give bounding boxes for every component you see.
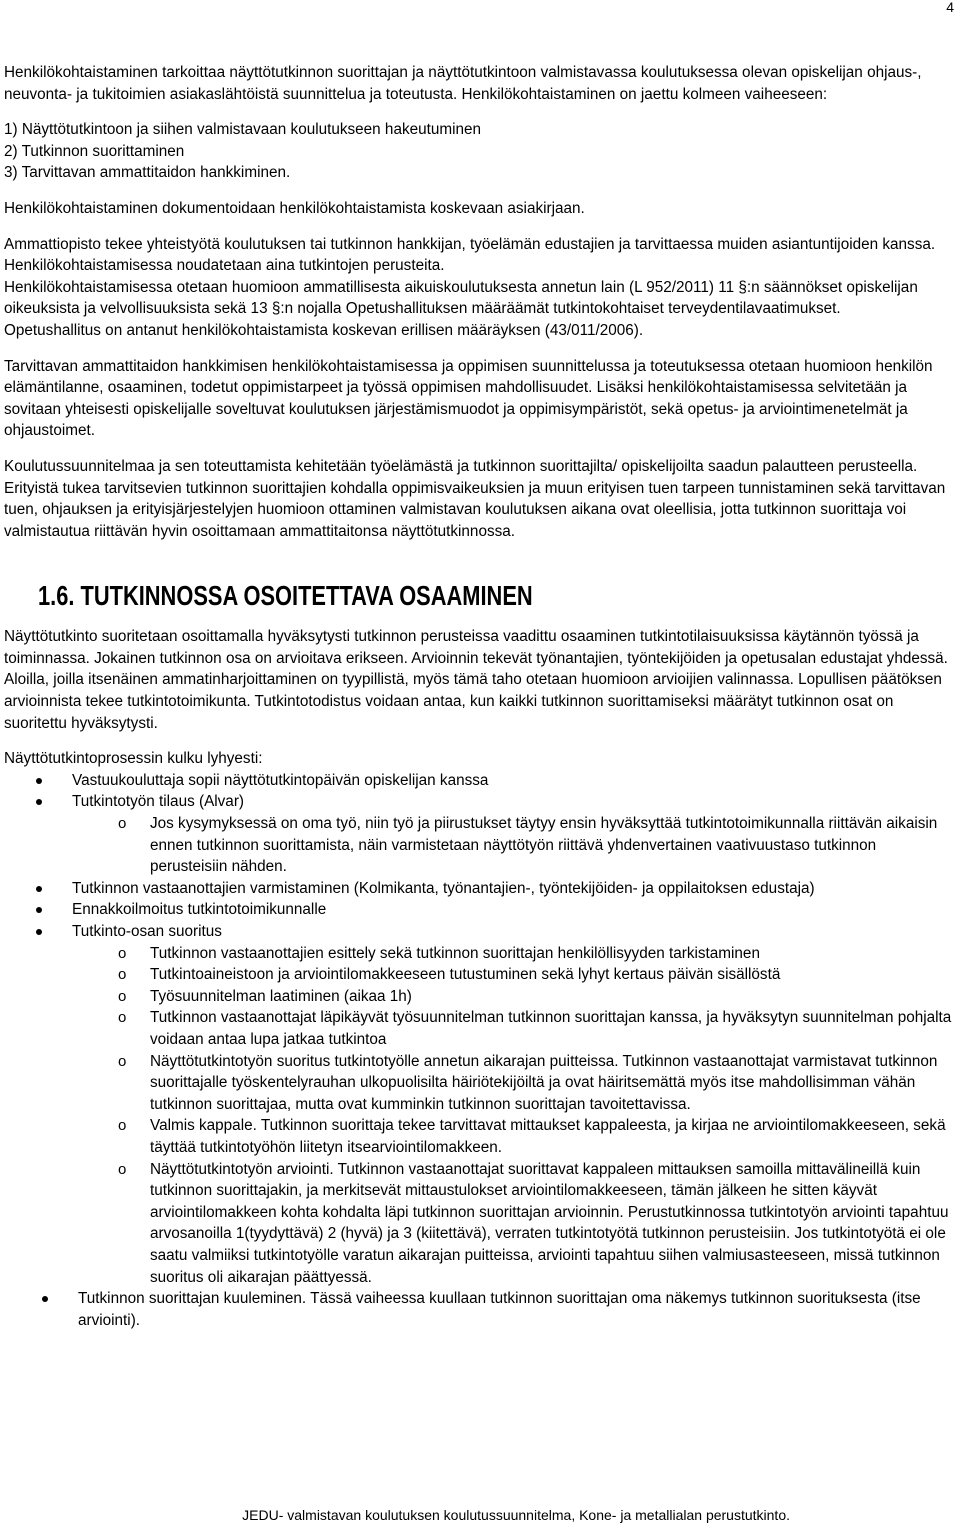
bullet-icon	[36, 929, 42, 935]
phase-item: 2) Tutkinnon suorittaminen	[4, 142, 185, 160]
sub-item: o Jos kysymyksessä on oma työ, niin työ ja piirustukset täytyy ensin hyväksyttää tutkintotoimikunnalla riittävän aikaisin ennen tutkinnon suorittamista, näin varmistetaan näyttötyön riittävä yhdenvertainen vaativuustaso tutkinnon perusteisiin nähden.	[118, 815, 938, 876]
circle-bullet-icon: o	[118, 1160, 127, 1178]
document-body	[4, 62, 952, 1331]
paragraph-skills: Tarvittavan ammattitaidon hankkimisen henkilökohtaistamisessa ja oppimisen suunnittelussa ja toteutuksessa otetaan huomioon henkilön elämäntilanne, osaaminen, todetut oppimistarpeet ja työssä oppimisen mahdollisuudet. Lisäksi henkilökohtaistamisessa selvitetään ja sovitaan yhteisesti opiskelijalle soveltuvat koulutuksen järjestämismuodot ja oppimisympäristöt, sekä opetus- ja arviointimenetelmät ja ohjaustoimet.	[4, 357, 933, 440]
paragraph-section: Näyttötutkinto suoritetaan osoittamalla hyväksytysti tutkinnon perusteissa vaadittu osaaminen tutkintotilaisuuksissa käytännön työssä ja toiminnassa. Jokainen tutkinnon osa on arvioitava erikseen. Arvioinnin tekevät työnantajien, työntekijöiden ja opetusalan edustajat yhdessä. Aloilla, joilla itsenäinen ammatinharjoittaminen on tyypillistä, myös tämä taho otetaan huomioon arvioijien valinnassa. Lopullisen päätöksen arvioinnista tekee tutkintotoimikunta. Tutkintotodistus voidaan antaa, kun kaikki tutkinnon suorittamiseksi määrätyt tutkinnon osat on suoritettu hyväksytysti.	[4, 628, 948, 732]
circle-bullet-icon: o	[118, 966, 127, 984]
paragraph-regulation: Opetushallitus on antanut henkilökohtaistamista koskevan erillisen määräyksen (43/011/2006).	[4, 321, 644, 339]
sub-list	[4, 943, 952, 1289]
sub-list	[4, 813, 952, 878]
paragraph-law: Henkilökohtaistamisessa otetaan huomioon ammatillisesta aikuiskoulutuksesta annetun lain (L 952/2011) 11 §:n säännökset opiskelijan oikeuksista ja velvollisuuksista sekä 13 §:n nojalla Opetushallituksen määräämät tutkintokohtaiset terveydentilavaatimukset.	[4, 278, 918, 318]
paragraph-documented: Henkilökohtaistaminen dokumentoidaan henkilökohtaistamista koskevaan asiakirjaan.	[4, 199, 585, 217]
paragraph-curriculum: Koulutussuunnitelmaa ja sen toteuttamista kehitetään työelämästä ja tutkinnon suorittajilta/ opiskelijoilta saadun palautteen perusteella. Erityistä tukea tarvitsevien tutkinnon suorittajien kohdalla oppimisvaikeuksien ja muun erityisen tuen tarpeen tunnistaminen sekä tarvittavan tuen, ohjauksen ja erityisjärjestelyjen huomioon ottaminen valmistavan koulutuksen aikana ovat oleellisia, jotta tutkinnon suorittaja voi valmistautua riittävän hyvin osoittamaan ammattitaitonsa näyttötutkinnossa.	[4, 457, 946, 540]
section-heading: 1.6. TUTKINNOSSA OSOITETTAVA OSAAMINEN	[38, 580, 533, 612]
process-item: Tutkinnon vastaanottajien varmistaminen (Kolmikanta, työnantajien-, työntekijöiden- ja oppilaitoksen edustaja)	[4, 878, 952, 900]
process-intro: Näyttötutkintoprosessin kulku lyhyesti:	[4, 750, 263, 768]
sub-item: o Tutkinnon vastaanottajien esittely sekä tutkinnon suorittajan henkilöllisyyden tarkistaminen	[4, 943, 952, 965]
circle-bullet-icon: o	[118, 1009, 127, 1027]
page-number: 4	[946, 0, 954, 15]
phase-item: 1) Näyttötutkintoon ja siihen valmistavaan koulutukseen hakeutuminen	[4, 121, 482, 139]
paragraph-intro: Henkilökohtaistaminen tarkoittaa näyttötutkinnon suorittajan ja näyttötutkintoon valmistavassa koulutuksessa olevan opiskelijan ohjaus-, neuvonta- ja tukitoimien asiakaslähtöistä suunnittelua ja toteutusta. Henkilökohtaistaminen on jaettu kolmeen vaiheeseen:	[4, 64, 922, 103]
bullet-icon	[36, 799, 42, 805]
process-item: Ennakkoilmoitus tutkintotoimikunnalle	[4, 899, 952, 921]
sub-item: o Tutkintoaineistoon ja arviointilomakkeeseen tutustuminen sekä lyhyt kertaus päivän sisällöstä	[4, 964, 952, 986]
sub-item: o Työsuunnitelman laatiminen (aikaa 1h)	[4, 986, 952, 1008]
sub-item: o Tutkinnon vastaanottajat läpikäyvät työsuunnitelman tutkinnon suorittajan kanssa, ja hyväksytyn suunnitelman pohjalta voidaan antaa lupa jatkaa tutkintoa	[118, 1009, 952, 1048]
process-item: Tutkinto-osan suoritus o Tutkinnon vastaanottajien esittely sekä tutkinnon suorittajan henkilöllisyyden tarkistaminen o Tutkintoaineistoon ja arviointilomakkeeseen tutustuminen sekä lyhyt kertaus päivän sisällöstä o Työsuunnitelman laatiminen (aikaa 1h) o Tutkinnon vastaanottajat läpikäyvät työsuunnitelman tutkinnon suorittajan kanssa, ja hyväksytyn suunnitelman pohjalta voidaan antaa lupa jatkaa tutkintoa o Näyttötutkintotyön suoritus tutkintotyölle annetun aikarajan puitteissa. Tutkinnon vastaanottajat varmistavat tutkinnon suorittajalle työskentelyrauhan ulkopuolisilta häiriötekijöiltä ja ovat häiritsemättä myös itse mahdollisimman vähän tutkinnon suorittajaa, mutta ovat kumminkin tutkinnon suorittajan tavoitettavissa. o Valmis kappale. Tutkinnon suorittaja tekee tarvittavat mittaukset kappaleesta, ja kirjaa ne arviointilomakkeeseen, sekä täyttää tutkintotyöhön liitetyn itsearviointilomakkeen. o Näyttötutkintotyön arviointi. Tutkinnon vastaanottajat suorittavat kappaleen mittauksen samoilla mittavälineillä kuin tutkinnon suorittajakin, ja merkitsevät mittaustulokset arviointilomakkeeseen, tämän jälkeen he sitten käyvät arviointilomakkeen kohta kohdalta läpi tutkinnon suorittajan arvioinnin. Perustutkinnossa tutkintotyön arviointi tapahtuu arvosanoilla 1(tyydyttävä) 2 (hyvä) ja 3 (kiitettävä), verraten tutkintotyötä tutkinnon perusteisiin. Jos tutkintotyötä ei ole saatu valmiiksi tutkintotyölle varatun aikarajan puitteissa, arviointi tapahtuu siihen valmiusasteeseen, missä tutkinnon suoritus oli aikarajan päättyessä.	[4, 921, 952, 1288]
circle-bullet-icon: o	[118, 1117, 127, 1135]
circle-bullet-icon: o	[118, 1052, 127, 1070]
bullet-icon	[42, 1296, 48, 1302]
process-list	[4, 770, 952, 1331]
process-item: Tutkintotyön tilaus (Alvar) o Jos kysymyksessä on oma työ, niin työ ja piirustukset täytyy ensin hyväksyttää tutkintotoimikunnalla riittävän aikaisin ennen tutkinnon suorittamista, näin varmistetaan näyttötyön riittävä yhdenvertainen vaativuustaso tutkinnon perusteisiin nähden.	[4, 791, 952, 877]
process-item: Tutkinnon suorittajan kuuleminen. Tässä vaiheessa kuullaan tutkinnon suorittajan oma näkemys tutkinnon suorituksesta (itse arviointi).	[4, 1288, 952, 1331]
bullet-icon	[36, 907, 42, 913]
page-footer: JEDU- valmistavan koulutuksen koulutussuunnitelma, Kone- ja metallialan perustutkinto.	[242, 1507, 790, 1523]
circle-bullet-icon: o	[118, 987, 127, 1005]
sub-item: o Valmis kappale. Tutkinnon suorittaja tekee tarvittavat mittaukset kappaleesta, ja kirjaa ne arviointilomakkeeseen, sekä täyttää tutkintotyöhön liitetyn itsearviointilomakkeen.	[118, 1117, 946, 1156]
sub-item: o Näyttötutkintotyön suoritus tutkintotyölle annetun aikarajan puitteissa. Tutkinnon vastaanottajat varmistavat tutkinnon suorittajalle työskentelyrauhan ulkopuolisilta häiriötekijöiltä ja ovat häiritsemättä myös itse mahdollisimman vähän tutkinnon suorittajaa, mutta ovat kumminkin tutkinnon suorittajan tavoitettavissa.	[118, 1052, 938, 1113]
circle-bullet-icon: o	[118, 944, 127, 962]
phase-item: 3) Tarvittavan ammattitaidon hankkiminen.	[4, 164, 291, 182]
process-item: Vastuukouluttaja sopii näyttötutkintopäivän opiskelijan kanssa	[4, 770, 952, 792]
bullet-icon	[36, 778, 42, 784]
paragraph-cooperation: Ammattiopisto tekee yhteistyötä koulutuksen tai tutkinnon hankkijan, työelämän edustajien ja tarvittaessa muiden asiantuntijoiden kanssa. Henkilökohtaistamisessa noudatetaan aina tutkintojen perusteita.	[4, 235, 936, 275]
sub-item: o Näyttötutkintotyön arviointi. Tutkinnon vastaanottajat suorittavat kappaleen mittauksen samoilla mittavälineillä kuin tutkinnon suorittajakin, ja merkitsevät mittaustulokset arviointilomakkeeseen, tämän jälkeen he sitten käyvät arviointilomakkeen kohta kohdalta läpi tutkinnon suorittajan arvioinnin. Perustutkinnossa tutkintotyön arviointi tapahtuu arvosanoilla 1(tyydyttävä) 2 (hyvä) ja 3 (kiitettävä), verraten tutkintotyötä tutkinnon perusteisiin. Jos tutkintotyötä ei ole saatu valmiiksi tutkintotyölle varatun aikarajan puitteissa, arviointi tapahtuu siihen valmiusasteeseen, missä tutkinnon suoritus oli aikarajan päättyessä.	[118, 1160, 949, 1286]
circle-bullet-icon: o	[118, 815, 127, 833]
bullet-icon	[36, 886, 42, 892]
